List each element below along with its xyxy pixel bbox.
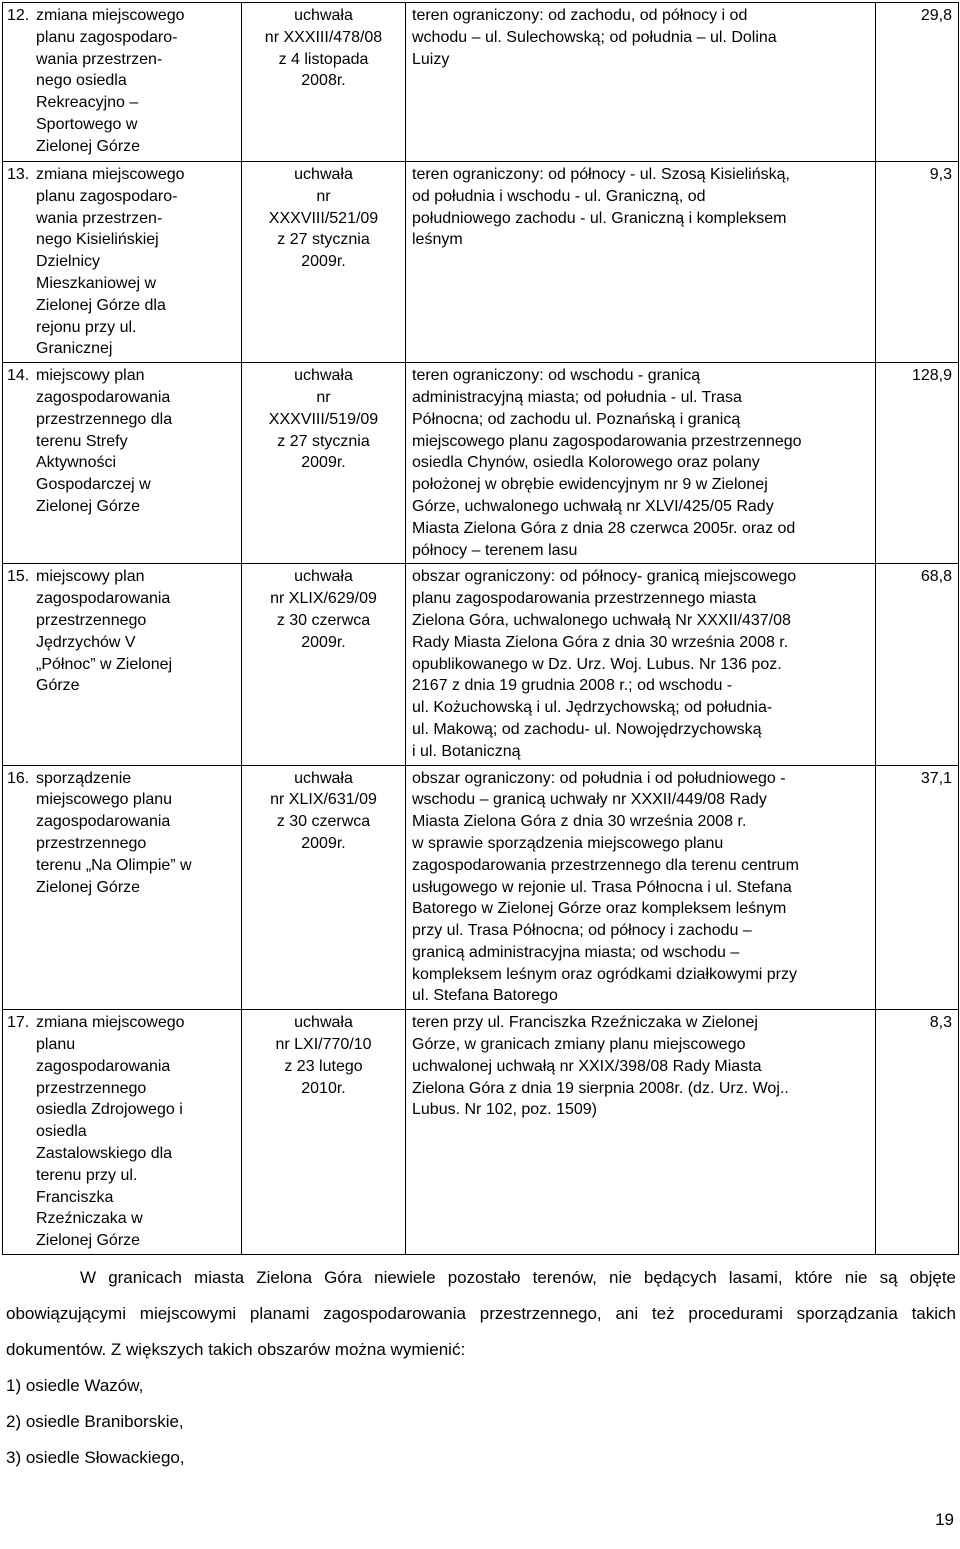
list-item: 1) osiedle Wazów, [6,1376,144,1395]
plan-name-cell [3,765,242,1010]
resolution-cell: uchwała nr LXI/770/10 z 23 lutego 2010r. [242,1010,406,1255]
list-item: 3) osiedle Słowackiego, [6,1448,185,1467]
page-number: 19 [935,1510,954,1529]
table-row [3,765,959,1010]
plan-name-cell [3,564,242,765]
table-row [3,1010,959,1255]
boundary-description-cell: teren przy ul. Franciszka Rzeźniczaka w Zielonej Górze, w granicach zmiany planu miejscowego uchwalonej uchwałą nr XXIX/398/08 Rady Miasta Zielona Góra z dnia 19 sierpnia 2008r. (dz. Urz. Woj.. Lubus. Nr 102, poz. 1509) [406,1010,876,1255]
plan-name-cell [3,3,242,162]
plan-name: zmiana miejscowego planu zagospodaro- wania przestrzen- nego osiedla Rekreacyjno – Sportowego w Zielonej Górze [36,7,185,155]
table-row [3,564,959,765]
boundary-description-cell: obszar ograniczony: od północy- granicą miejscowego planu zagospodarowania przestrzennego miasta Zielona Góra, uchwalonego uchwałą Nr XXXII/437/08 Rady Miasta Zielona Góra z dnia 30 września 2008 r. opublikowanego w Dz. Urz. Woj. Lubus. Nr 136 poz. 2167 z dnia 19 grudnia 2008 r.; od wschodu - ul. Kożuchowską i ul. Jędrzychowską; od południa- ul. Makową; od zachodu- ul. Nowojędrzychowską i ul. Botaniczną [406,564,876,765]
row-number: 15. [7,568,30,586]
table-row [3,162,959,363]
area-cell: 9,3 [876,162,959,363]
area-list [6,1368,185,1476]
area-cell: 37,1 [876,765,959,1010]
plans-table [2,2,959,1255]
boundary-description-cell: obszar ograniczony: od południa i od południowego - wschodu – granicą uchwały nr XXXII/449/08 Rady Miasta Zielona Góra z dnia 30 września 2008 r. w sprawie sporządzenia miejscowego planu zagospodarowania przestrzennego dla terenu centrum usługowego w rejonie ul. Trasa Północna i ul. Stefana Batorego w Zielonej Górze oraz kompleksem leśnym przy ul. Trasa Północna; od północy i zachodu – granicą administracyjna miasta; od wschodu – kompleksem leśnym oraz ogródkami działkowymi przy ul. Stefana Batorego [406,765,876,1010]
plan-name: zmiana miejscowego planu zagospodarowania przestrzennego osiedla Zdrojowego i osiedla Zastalowskiego dla terenu przy ul. Franciszka Rzeźniczaka w Zielonej Górze [36,1014,185,1250]
plan-name-cell [3,162,242,363]
resolution-cell: uchwała nr XXXVIII/519/09 z 27 stycznia 2009r. [242,363,406,564]
area-cell: 8,3 [876,1010,959,1255]
area-cell: 128,9 [876,363,959,564]
table-row [3,3,959,162]
boundary-description-cell: teren ograniczony: od północy - ul. Szosą Kisielińską, od południa i wschodu - ul. Graniczną, od południowego zachodu - ul. Graniczną i kompleksem leśnym [406,162,876,363]
plan-name-cell [3,1010,242,1255]
plan-name: zmiana miejscowego planu zagospodaro- wania przestrzen- nego Kisielińskiej Dzielnicy Mieszkaniowej w Zielonej Górze dla rejonu przy ul. Granicznej [36,166,185,358]
list-item: 2) osiedle Braniborskie, [6,1412,184,1431]
row-number: 17. [7,1014,30,1032]
resolution-cell: uchwała nr XLIX/631/09 z 30 czerwca 2009r. [242,765,406,1010]
row-number: 14. [7,367,30,385]
row-number: 13. [7,166,30,183]
row-number: 12. [7,7,30,24]
resolution-cell: uchwała nr XXXIII/478/08 z 4 listopada 2008r. [242,3,406,162]
plan-name: miejscowy plan zagospodarowania przestrzennego dla terenu Strefy Aktywności Gospodarczej w Zielonej Górze [36,367,173,515]
row-number: 16. [7,769,30,787]
body-paragraph-text: W granicach miasta Zielona Góra niewiele pozostało terenów, nie będących lasami, które nie są objęte obowiązującymi miejscowymi planami zagospodarowania przestrzennego, ani też procedurami sporządzania takich dokumentów. Z większych takich obszarów można wymienić: [6,1268,956,1359]
resolution-cell: uchwała nr XXXVIII/521/09 z 27 stycznia 2009r. [242,162,406,363]
plan-name: sporządzenie miejscowego planu zagospodarowania przestrzennego terenu „Na Olimpie” w Zielonej Górze [36,769,192,896]
table-row [3,363,959,564]
plan-name-cell [3,363,242,564]
plan-name: miejscowy plan zagospodarowania przestrzennego Jędrzychów V „Północ” w Zielonej Górze [36,568,173,695]
boundary-description-cell: teren ograniczony: od zachodu, od północy i od wchodu – ul. Sulechowską; od południa – ul. Dolina Luizy [406,3,876,162]
body-paragraph [6,1260,956,1368]
area-cell: 68,8 [876,564,959,765]
boundary-description-cell: teren ograniczony: od wschodu - granicą administracyjną miasta; od południa - ul. Trasa Północna; od zachodu ul. Poznańską i granicą miejscowego planu zagospodarowania przestrzennego osiedla Chynów, osiedla Kolorowego oraz polany położonej w obrębie ewidencyjnym nr 9 w Zielonej Górze, uchwalonego uchwałą nr XLVI/425/05 Rady Miasta Zielona Góra z dnia 28 czerwca 2005r. oraz od północy – terenem lasu [406,363,876,564]
resolution-cell: uchwała nr XLIX/629/09 z 30 czerwca 2009r. [242,564,406,765]
area-cell: 29,8 [876,3,959,162]
